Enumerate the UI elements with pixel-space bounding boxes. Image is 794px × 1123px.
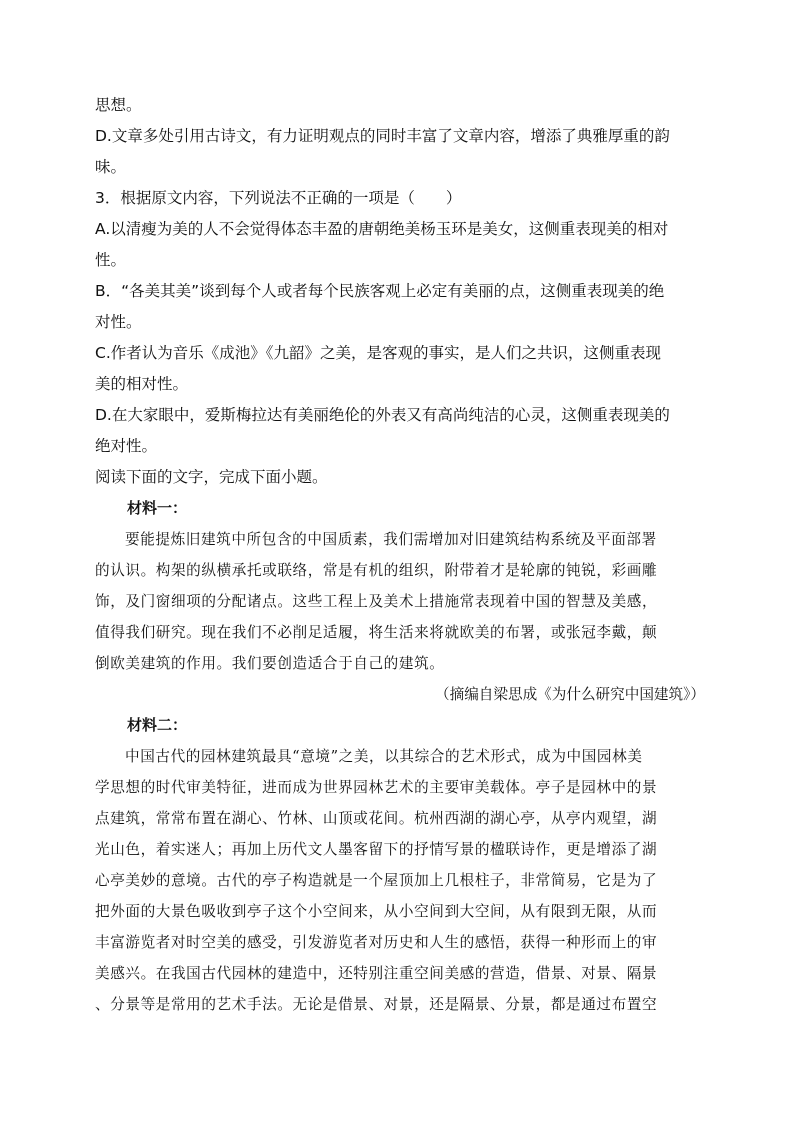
option-d-line: D.在大家眼中，爱斯梅拉达有美丽绝伦的外表又有高尚纯洁的心灵，这侧重表现美的: [95, 406, 670, 424]
material-2-line: 、分景等是常用的艺术手法。无论是借景、对景，还是隔景、分景，都是通过布置空: [95, 996, 658, 1013]
option-c-line: C.作者认为音乐《成池》《九韶》之美，是客观的事实，是人们之共识，这侧重表现: [95, 344, 662, 362]
text-line: 性。: [95, 251, 127, 269]
material-2-line: 中国古代的园林建筑最具“意境”之美，以其综合的艺术形式，成为中国园林美: [125, 748, 643, 765]
page-content: [95, 90, 705, 1020]
material-1-line: 值得我们研究。现在我们不必削足适履，将生活来将就欧美的布署，或张冠李戴，颠: [95, 624, 658, 641]
reading-instruction: 阅读下面的文字，完成下面小题。: [95, 468, 328, 486]
option-a-line: A.以清瘦为美的人不会觉得体态丰盈的唐朝绝美杨玉环是美女，这侧重表现美的相对: [95, 220, 669, 238]
material-1-line: 饰，及门窗细项的分配诸点。这些工程上及美术上措施常表现着中国的智慧及美感，: [95, 593, 658, 610]
option-d-line: D.文章多处引用古诗文，有力证明观点的同时丰富了文章内容，增添了典雅厚重的韵: [95, 127, 670, 145]
text-line: 思想。: [95, 96, 142, 114]
option-b-line: B．“各美其美”谈到每个人或者每个民族客观上必定有美丽的点，这侧重表现美的绝: [95, 282, 665, 300]
material-1-title: 材料一：: [127, 499, 188, 517]
material-2-line: 丰富游览者对时空美的感受，引发游览者对历史和人生的感悟，获得一种形而上的审: [95, 934, 658, 951]
material-2-title: 材料二：: [127, 716, 188, 734]
material-2-line: 心亭美妙的意境。古代的亭子构造就是一个屋顶加上几根柱子，非常简易，它是为了: [95, 872, 658, 889]
material-2-line: 学思想的时代审美特征，进而成为世界园林艺术的主要审美载体。亭子是园林中的景: [95, 779, 658, 796]
material-2-line: 光山色，着实迷人；再加上历代文人墨客留下的抒情写景的楹联诗作，更是增添了湖: [95, 841, 658, 858]
text-line: 美的相对性。: [95, 375, 189, 393]
material-1-line: 的认识。构架的纵横承托或联络，常是有机的组织，附带着才是轮廓的钝锐，彩画雕: [95, 562, 658, 579]
material-1-line: 倒欧美建筑的作用。我们要创造适合于自己的建筑。: [95, 655, 445, 672]
material-2-line: 把外面的大景色吸收到亭子这个小空间来，从小空间到大空间，从有限到无限，从而: [95, 903, 658, 920]
text-line: 对性。: [95, 313, 142, 331]
text-line: 味。: [95, 158, 127, 176]
question-3-stem: 3．根据原文内容，下列说法不正确的一项是（ ）: [95, 189, 462, 207]
material-2-line: 美感兴。在我国古代园林的建造中，还特别注重空间美感的营造，借景、对景、隔景: [95, 965, 658, 982]
material-1-source: （摘编自梁思成《为什么研究中国建筑》）: [435, 686, 705, 703]
material-2-line: 点建筑，常常布置在湖心、竹林、山顶或花间。杭州西湖的湖心亭，从亭内观望，湖: [95, 810, 658, 827]
material-1-line: 要能提炼旧建筑中所包含的中国质素，我们需增加对旧建筑结构系统及平面部署: [125, 531, 657, 548]
text-line: 绝对性。: [95, 437, 158, 455]
